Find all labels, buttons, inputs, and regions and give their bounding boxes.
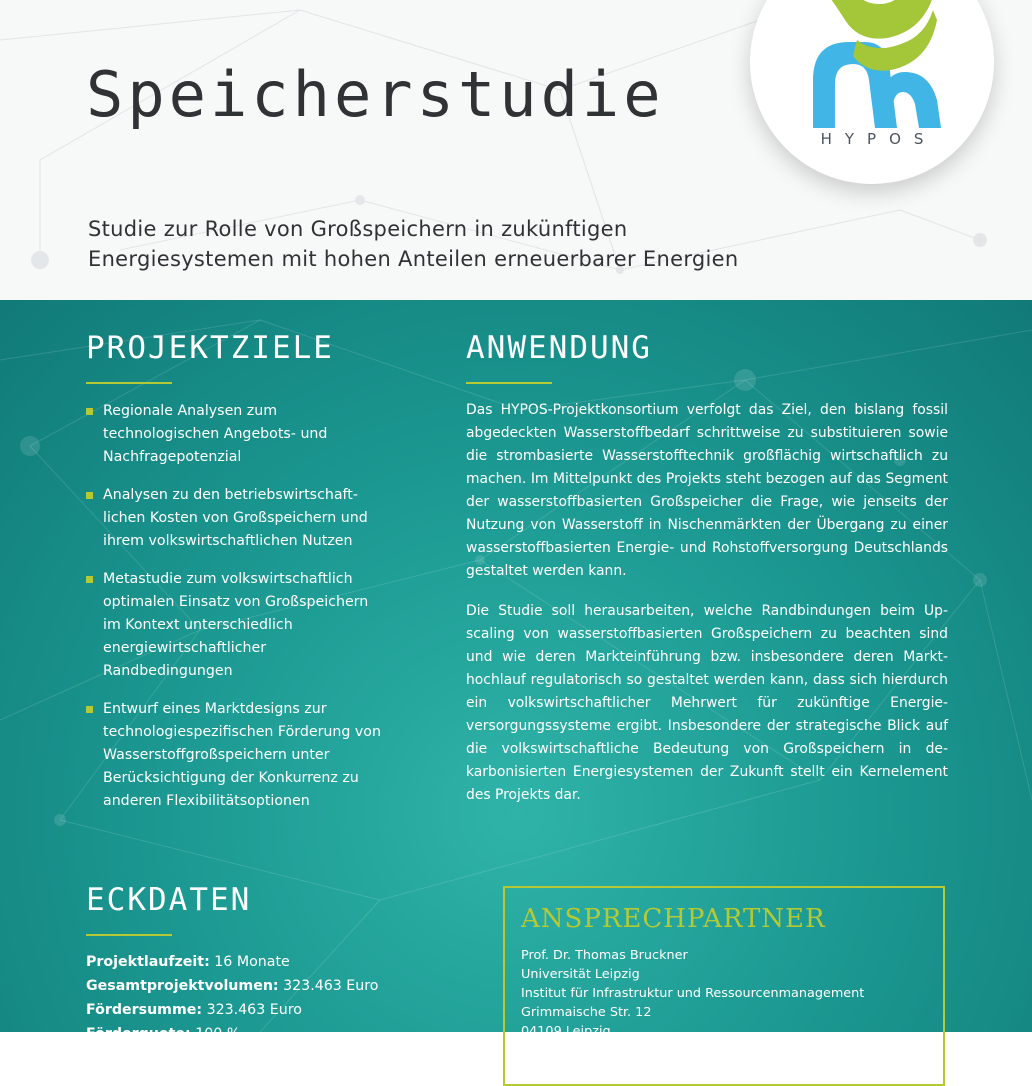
contact-details	[521, 946, 864, 1041]
fact-label: Projektlaufzeit:	[86, 954, 210, 970]
fact-row	[86, 998, 446, 1022]
page-title: Speicherstudie	[86, 58, 665, 131]
fact-row	[86, 1022, 446, 1046]
contact-line: Institut für Infrastruktur und Ressourcenmanagement	[521, 986, 865, 1001]
bullet-square-icon	[86, 706, 93, 713]
anwendung-heading: ANWENDUNG	[466, 330, 652, 366]
heading-underline	[466, 382, 552, 384]
eckdaten-list	[86, 950, 446, 1046]
anwendung-paragraph: Die Studie soll herausarbeiten, welche Randbindungen beim Upscaling von wasserstoffbasierten Großspeichern zu beachten sind und wie deren Markteinführung bzw. insbesondere deren Markthochlauf regulatorisch so gestaltet werden kann, dass sich hierdurch ein volkswirtschaftlicher Mehrwert für zukünftige Energieversorgungssysteme ergibt. Insbesondere der strategische Blick auf die volkswirtschaftliche Bedeutung von Großspeichern in dekarbonisierten Energiesystemen der Zukunft stellt ein Kernelement des Projekts dar.	[466, 603, 948, 803]
fact-label: Förderquote:	[86, 1026, 191, 1042]
heading-underline	[86, 382, 172, 384]
projektziele-list	[86, 400, 386, 828]
bullet-square-icon	[86, 576, 93, 583]
projektziele-heading: PROJEKTZIELE	[86, 330, 334, 366]
eckdaten-heading: ECKDATEN	[86, 882, 252, 918]
fact-label: Gesamtprojektvolumen:	[86, 978, 279, 994]
list-item-text: Analysen zu den betriebswirtschaftlichen Kosten von Großspeichern und ihrem volkswirtschaftlichen Nutzen	[103, 487, 368, 549]
fact-row	[86, 974, 446, 998]
bullet-square-icon	[86, 408, 93, 415]
fact-label: Fördersumme:	[86, 1002, 203, 1018]
ansprechpartner-box	[503, 886, 945, 1086]
page-subtitle	[88, 214, 738, 274]
subtitle-line: Energiesystemen mit hohen Anteilen erneuerbarer Energien	[88, 247, 739, 271]
hypos-logo-mark-icon	[805, 0, 941, 130]
fact-value: 323.463 Euro	[206, 1002, 302, 1018]
list-item	[86, 698, 386, 813]
fact-value: 323.463 Euro	[283, 978, 379, 994]
fact-value: 16 Monate	[214, 954, 290, 970]
heading-underline	[86, 934, 172, 936]
contact-line: Prof. Dr. Thomas Bruckner	[521, 948, 688, 963]
contact-line: Universität Leipzig	[521, 967, 640, 982]
header-section	[0, 0, 1032, 300]
list-item-text: Regionale Analysen zum technologischen Angebots- und Nachfragepotenzial	[103, 403, 328, 465]
contact-line: Grimmaische Str. 12	[521, 1005, 652, 1020]
contact-line: 04109 Leipzig	[521, 1024, 611, 1039]
list-item-text: Metastudie zum volkswirtschaftlich optimalen Einsatz von Großspeichern im Kontext unterschiedlich energiewirtschaftlicher Randbedingungen	[103, 571, 369, 679]
main-section	[0, 300, 1032, 1042]
list-item	[86, 568, 386, 683]
list-item-text: Entwurf eines Marktdesigns zur technologiespezifischen Förderung von Wasserstoffgroßspeichern unter Berücksichtigung der Konkurrenz zu anderen Flexibilitätsoptionen	[103, 701, 381, 809]
bullet-square-icon	[86, 492, 93, 499]
fact-row	[86, 950, 446, 974]
logo-text: HYPOS	[820, 130, 937, 148]
fact-value: 100 %	[195, 1026, 241, 1042]
ansprechpartner-heading: ANSPRECHPARTNER	[521, 904, 826, 934]
subtitle-line: Studie zur Rolle von Großspeichern in zukünftigen	[88, 217, 628, 241]
list-item	[86, 484, 386, 553]
list-item	[86, 400, 386, 469]
anwendung-paragraph: Das HYPOS-Projektkonsortium verfolgt das Ziel, den bislang fossil abgedeckten Wasserstoffbedarf schrittweise zu substituieren sowie die strombasierte Wasserstofftechnik großflächig wirtschaftlich zu machen. Im Mittelpunkt des Projekts steht bezogen auf das Segment der wasserstoffbasierten Großspeicher die Frage, wie jenseits der Nutzung von Wasserstoff in Nischenmärkten der Übergang zu einer wasserstoffbasierten Energie- und Rohstoffversorgung Deutschlands gestaltet werden kann.	[466, 402, 948, 579]
